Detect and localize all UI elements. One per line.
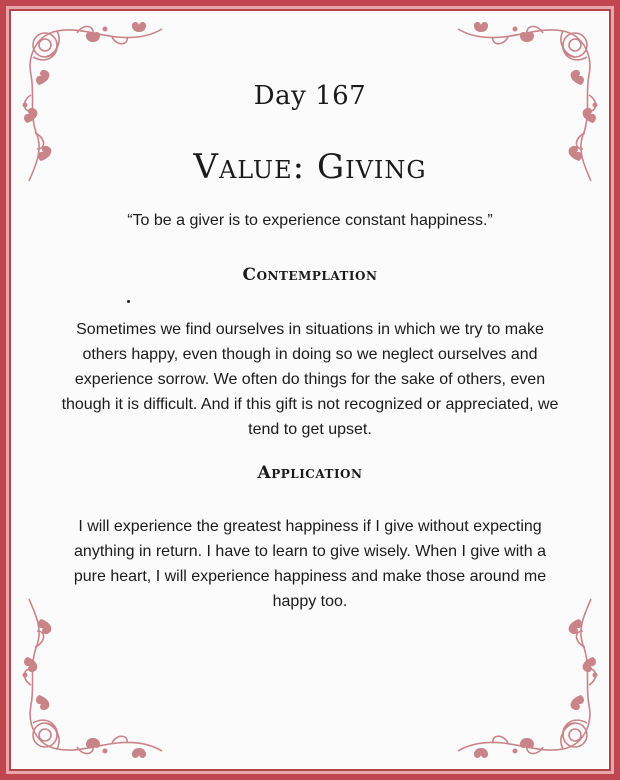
contemplation-text: Sometimes we find ourselves in situations in which we try to make others happy, even though in doing so we neglect ourselves and experience sorrow. We often do things for the sake of others, even though it is difficult. And if this gift is not recognized or appreciated, we tend to get upset. [61, 321, 559, 438]
floral-corner-ornament-bottom-left [17, 595, 167, 765]
page [11, 11, 609, 769]
quote: “To be a giver is to experience constant happiness.” [127, 212, 493, 229]
stray-dot [127, 300, 130, 303]
application-heading: Application [257, 463, 363, 483]
application-text: I will experience the greatest happiness if I give without expecting anything in return. I have to learn to give wisely. When I give with a pure heart, I will experience happiness and make those around me happy too. [73, 518, 547, 610]
value-title: Value: Giving [193, 147, 427, 187]
contemplation-heading: Contemplation [242, 265, 378, 285]
floral-corner-ornament-bottom-right [453, 595, 603, 765]
day-label: Day 167 [253, 81, 367, 111]
